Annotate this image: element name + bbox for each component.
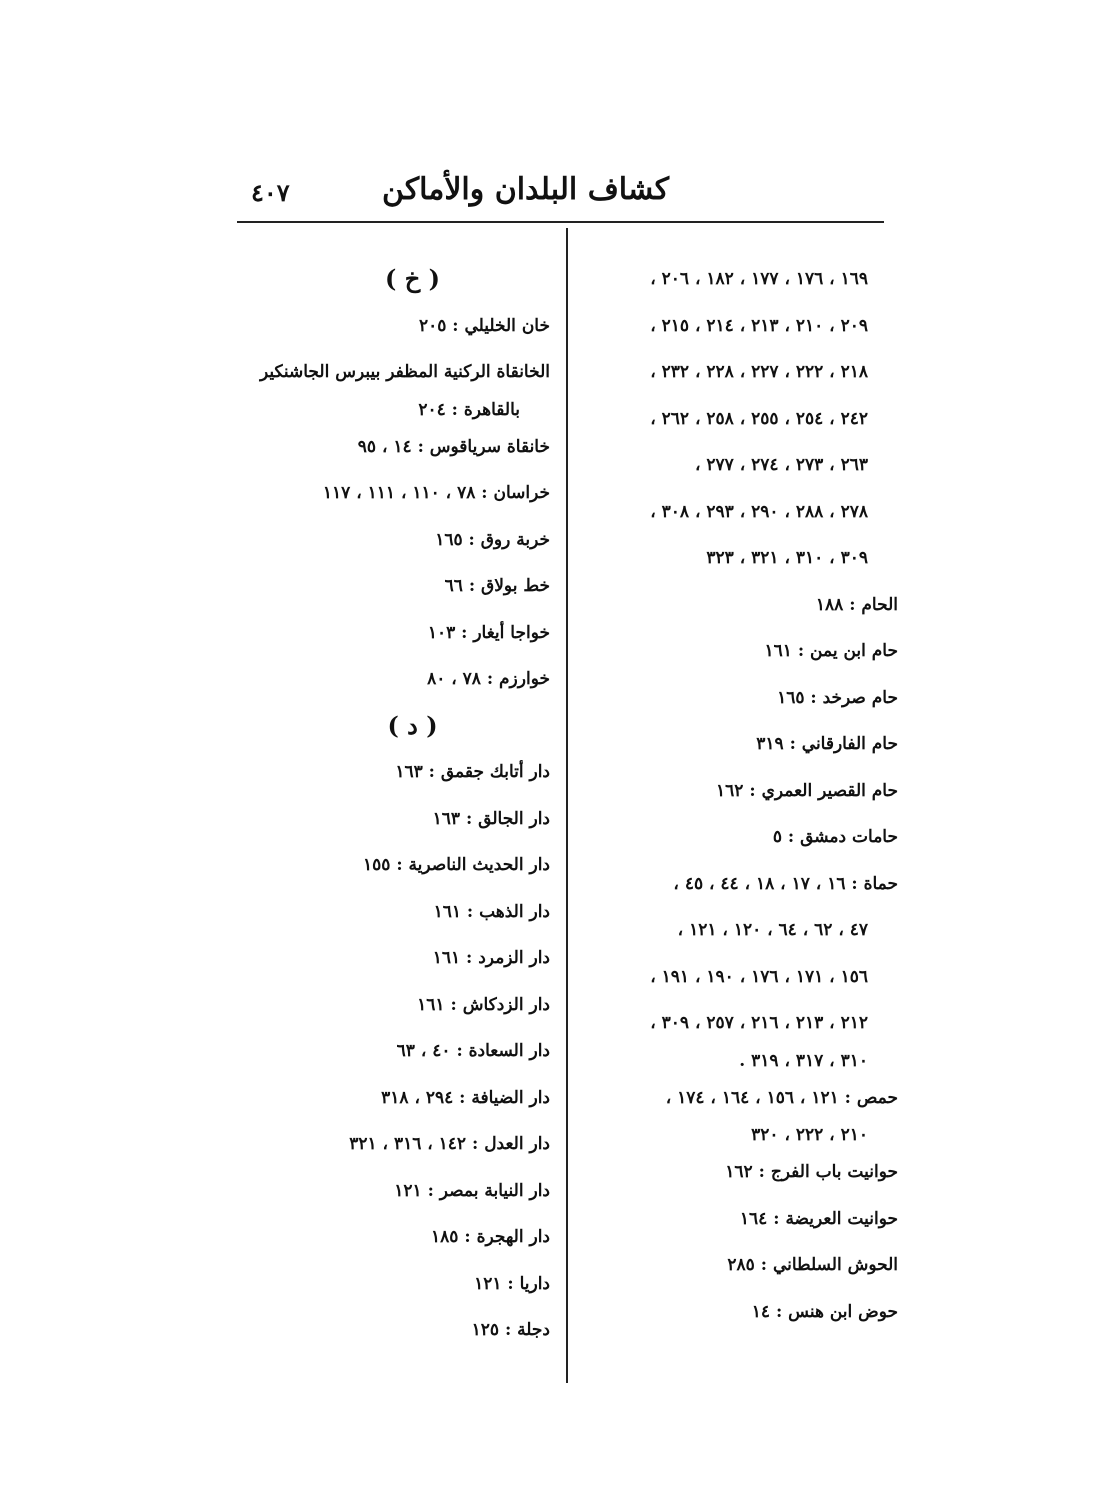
index-entry: حمص : ١٢١ ، ١٥٦ ، ١٦٤ ، ١٧٤ ،: [665, 1087, 898, 1108]
index-entry: الحام : ١٨٨: [815, 594, 898, 615]
index-entry: بالقاهرة : ٢٠٤: [418, 399, 520, 420]
index-entry: حوض ابن هنس : ١٤: [751, 1301, 898, 1322]
index-entry: حام القصير العمري : ١٦٢: [716, 780, 898, 801]
index-entry: الحوش السلطاني : ٢٨٥: [727, 1255, 898, 1275]
index-entry: دار العدل : ١٤٢ ، ٣١٦ ، ٣٢١: [349, 1134, 550, 1154]
header-rule: [237, 221, 884, 223]
index-entry: دار الزدكاش : ١٦١: [417, 994, 550, 1015]
index-entry: الخانقاة الركنية المظفر بيبرس الجاشنكير: [259, 362, 550, 382]
index-entry: داريا : ١٢١: [474, 1273, 550, 1294]
index-entry: ٢١٠ ، ٢٢٢ ، ٣٢٠: [751, 1125, 868, 1145]
index-entry: دار النيابة بمصر : ١٢١: [394, 1180, 550, 1201]
index-entry: حامات دمشق : ٥: [772, 827, 898, 847]
index-entry: دار الزمرد : ١٦١: [432, 948, 550, 968]
index-entry: خواجا أيغار : ١٠٣: [427, 622, 550, 643]
index-entry: دجلة : ١٢٥: [471, 1320, 550, 1340]
index-entry: خان الخليلي : ٢٠٥: [418, 315, 550, 336]
index-entry: دار الجالق : ١٦٣: [432, 808, 550, 829]
index-entry: ٢١٢ ، ٢١٣ ، ٢١٦ ، ٢٥٧ ، ٣٠٩ ،: [650, 1013, 868, 1033]
index-entry: دار السعادة : ٤٠ ، ٦٣: [396, 1041, 550, 1061]
section-heading: ( د ): [387, 710, 438, 740]
right-column: [598, 256, 898, 1335]
index-entry: ٢٠٩ ، ٢١٠ ، ٢١٣ ، ٢١٤ ، ٢١٥ ،: [650, 315, 868, 336]
left-column: [235, 256, 550, 1354]
index-entry: حام الفارقاني : ٣١٩: [756, 734, 898, 754]
index-entry: ٢٧٨ ، ٢٨٨ ، ٢٩٠ ، ٢٩٣ ، ٣٠٨ ،: [650, 501, 868, 522]
index-entry: خانقاة سرياقوس : ١٤ ، ٩٥: [357, 436, 550, 457]
index-entry: ٣٠٩ ، ٣١٠ ، ٣٢١ ، ٣٢٣: [706, 548, 868, 568]
column-divider: [566, 228, 568, 1383]
page-header: [237, 168, 884, 216]
index-entry: حماة : ١٦ ، ١٧ ، ١٨ ، ٤٤ ، ٤٥ ،: [673, 873, 898, 894]
index-entry: حام ابن يمن : ١٦١: [764, 641, 898, 661]
index-entry: دار الهجرة : ١٨٥: [431, 1227, 550, 1247]
index-entry: ٤٧ ، ٦٢ ، ٦٤ ، ١٢٠ ، ١٢١ ،: [677, 920, 868, 940]
index-entry: ١٦٩ ، ١٧٦ ، ١٧٧ ، ١٨٢ ، ٢٠٦ ،: [650, 269, 868, 289]
index-entry: دار الضيافة : ٢٩٤ ، ٣١٨: [381, 1087, 550, 1108]
index-entry: دار الحديث الناصرية : ١٥٥: [363, 855, 550, 875]
index-entry: خربة روق : ١٦٥: [435, 529, 550, 550]
index-entry: ٢٦٣ ، ٢٧٣ ، ٢٧٤ ، ٢٧٧ ،: [694, 455, 868, 475]
index-entry: حام صرخد : ١٦٥: [777, 687, 898, 708]
index-entry: ٢٤٢ ، ٢٥٤ ، ٢٥٥ ، ٢٥٨ ، ٢٦٢ ،: [650, 408, 868, 429]
index-entry: ٣١٠ ، ٣١٧ ، ٣١٩ .: [739, 1050, 868, 1071]
page-number: ٤٠٧: [251, 178, 290, 207]
index-entry: دار أتابك جقمق : ١٦٣: [395, 762, 550, 782]
index-entry: ١٥٦ ، ١٧١ ، ١٧٦ ، ١٩٠ ، ١٩١ ،: [650, 966, 868, 987]
index-entry: خراسان : ٧٨ ، ١١٠ ، ١١١ ، ١١٧: [322, 483, 550, 503]
index-entry: حوانيت العريضة : ١٦٤: [739, 1208, 898, 1229]
index-entry: خط بولاق : ٦٦: [444, 576, 550, 596]
section-heading: ( خ ): [385, 264, 440, 293]
index-entry: دار الذهب : ١٦١: [433, 901, 550, 922]
index-entry: ٢١٨ ، ٢٢٢ ، ٢٢٧ ، ٢٢٨ ، ٢٣٢ ،: [650, 362, 868, 382]
index-entry: خوارزم : ٧٨ ، ٨٠: [427, 669, 550, 689]
index-entry: حوانيت باب الفرج : ١٦٢: [725, 1162, 898, 1182]
page-title: كشاف البلدان والأماكن: [381, 172, 669, 207]
